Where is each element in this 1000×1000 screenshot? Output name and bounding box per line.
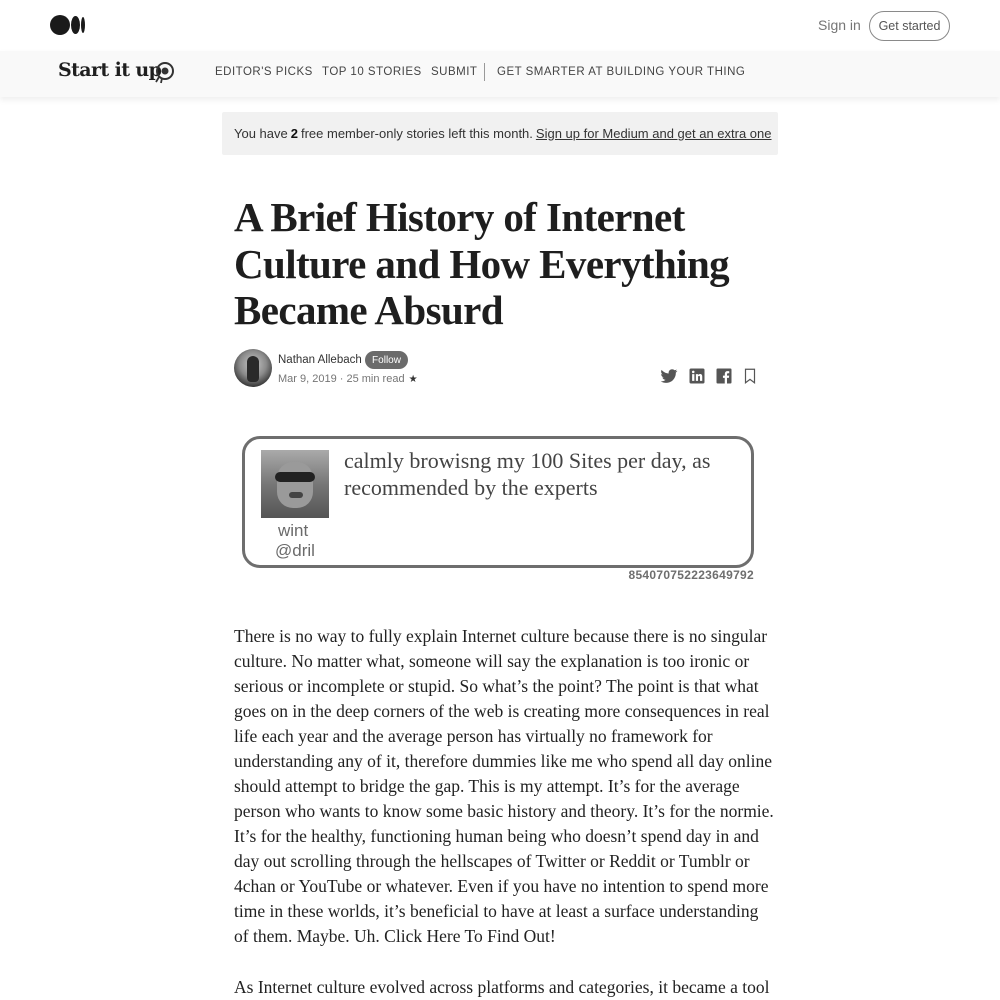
- nav-divider: [484, 63, 485, 81]
- sign-in-link[interactable]: Sign in: [818, 17, 861, 33]
- tweet-text: calmly browisng my 100 Sites per day, as recommended by the experts: [344, 448, 711, 500]
- tweet-profile-photo: [261, 450, 329, 518]
- author-name[interactable]: Nathan Allebach: [278, 354, 362, 366]
- publication-nav: [0, 51, 1000, 97]
- publication-logo[interactable]: Start it up: [58, 59, 162, 81]
- facebook-icon[interactable]: [715, 367, 733, 385]
- nav-submit[interactable]: SUBMIT: [431, 66, 478, 78]
- nav-get-smarter[interactable]: GET SMARTER AT BUILDING YOUR THING: [497, 66, 746, 78]
- article-date-readtime: Mar 9, 2019 · 25 min read: [278, 373, 405, 385]
- article-meta: [278, 373, 418, 385]
- article-title: A Brief History of Internet Culture and How Everything Became Absurd: [234, 194, 730, 333]
- tweet-id: 854070752223649792: [628, 568, 754, 582]
- banner-count: 2: [290, 126, 298, 141]
- medium-logo-icon[interactable]: [50, 15, 86, 35]
- author-avatar[interactable]: [234, 349, 272, 387]
- get-started-button[interactable]: Get started: [869, 11, 950, 41]
- rocket-icon: [153, 60, 177, 84]
- linkedin-icon[interactable]: [688, 367, 706, 385]
- tweet-author-handle: @dril: [275, 541, 315, 560]
- nav-editors-picks[interactable]: EDITOR'S PICKS: [215, 66, 313, 78]
- nav-top-10-stories[interactable]: TOP 10 STORIES: [322, 66, 422, 78]
- member-stories-banner: [222, 112, 778, 155]
- follow-button[interactable]: Follow: [365, 351, 408, 369]
- bookmark-icon[interactable]: [741, 367, 759, 385]
- tweet-embed-image: [242, 436, 754, 568]
- body-paragraph-2: As Internet culture evolved across platforms and categories, it became a tool: [234, 977, 770, 997]
- tweet-author-name: wint: [278, 521, 309, 540]
- member-star-icon: ★: [408, 374, 418, 385]
- signup-link[interactable]: Sign up for Medium and get an extra one: [535, 126, 772, 141]
- banner-suffix: free member-only stories left this month.: [300, 126, 533, 141]
- twitter-icon[interactable]: [660, 367, 678, 385]
- banner-prefix: You have: [234, 126, 288, 141]
- body-paragraph-1: There is no way to fully explain Internet culture because there is no singular culture. No matter what, someone will say the explanation is too ironic or serious or incomplete or stupid. So what’s the point? The point is that what goes on in the deep corners of the web is creating more consequences in real life each year and the average person has virtually no framework for understanding any of it, therefore dummies like me who spend all day online should attempt to bridge the gap. This is my attempt. It’s for the average person who wants to know some basic history and theory. It’s for the normie. It’s for the healthy, functioning human being who doesn’t spend day in and day out scrolling through the hellscapes of Twitter or Reddit or Tumblr or 4chan or YouTube or whatever. Even if you have no intention to spend more time in these worlds, it’s beneficial to have at least a surface understanding of them. Maybe. Uh. Click Here To Find Out!: [234, 626, 774, 946]
- top-bar: [0, 0, 1000, 51]
